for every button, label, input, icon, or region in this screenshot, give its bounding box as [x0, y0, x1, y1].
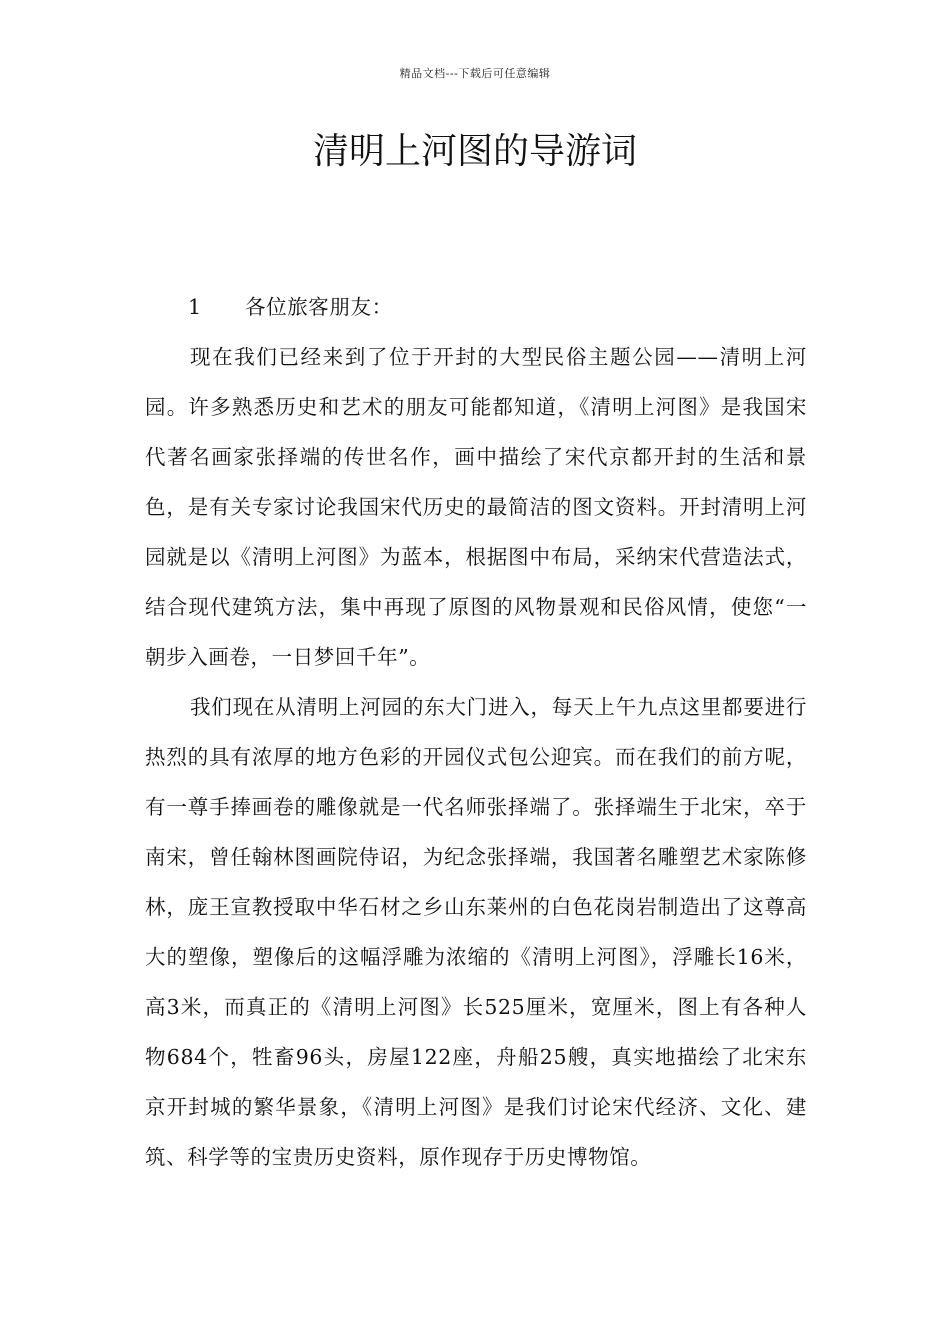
document-body: [145, 282, 807, 1182]
header-note: 精品文档---下载后可任意编辑: [399, 67, 551, 80]
document-title: 清明上河图的导游词: [312, 131, 637, 172]
salutation-line: [145, 282, 807, 332]
paragraph-intro: 现在我们已经来到了位于开封的大型民俗主题公园——清明上河园。许多熟悉历史和艺术的朋友可能都知道，《清明上河图》是我国宋代著名画家张择端的传世名作，画中描绘了宋代京都开封的生活和景色，是有关专家讨论我国宋代历史的最简洁的图文资料。开封清明上河园就是以《清明上河图》为蓝本，根据图中布局，采纳宋代营造法式，结合现代建筑方法，集中再现了原图的风物景观和民俗风情，使您“一朝步入画卷，一日梦回千年”。: [145, 345, 807, 669]
paragraph-east-gate: 我们现在从清明上河园的东大门进入，每天上午九点这里都要进行热烈的具有浓厚的地方色彩的开园仪式包公迎宾。而在我们的前方呢，有一尊手捧画卷的雕像就是一代名师张择端了。张择端生于北宋，卒于南宋，曾任翰林图画院侍诏，为纪念张择端，我国著名雕塑艺术家陈修林，庞王宣教授取中华石材之乡山东莱州的白色花岗岩制造出了这尊高大的塑像，塑像后的这幅浮雕为浓缩的《清明上河图》，浮雕长16米，高3米，而真正的《清明上河图》长525厘米，宽厘米，图上有各种人物684个，牲畜96头，房屋122座，舟船25艘，真实地描绘了北宋东京开封城的繁华景象，《清明上河图》是我们讨论宋代经济、文化、建筑、科学等的宝贵历史资料，原作现存于历史博物馆。: [145, 695, 807, 1169]
salutation-text: 各位旅客朋友：: [245, 295, 393, 319]
paragraph-number: 1: [188, 295, 202, 319]
